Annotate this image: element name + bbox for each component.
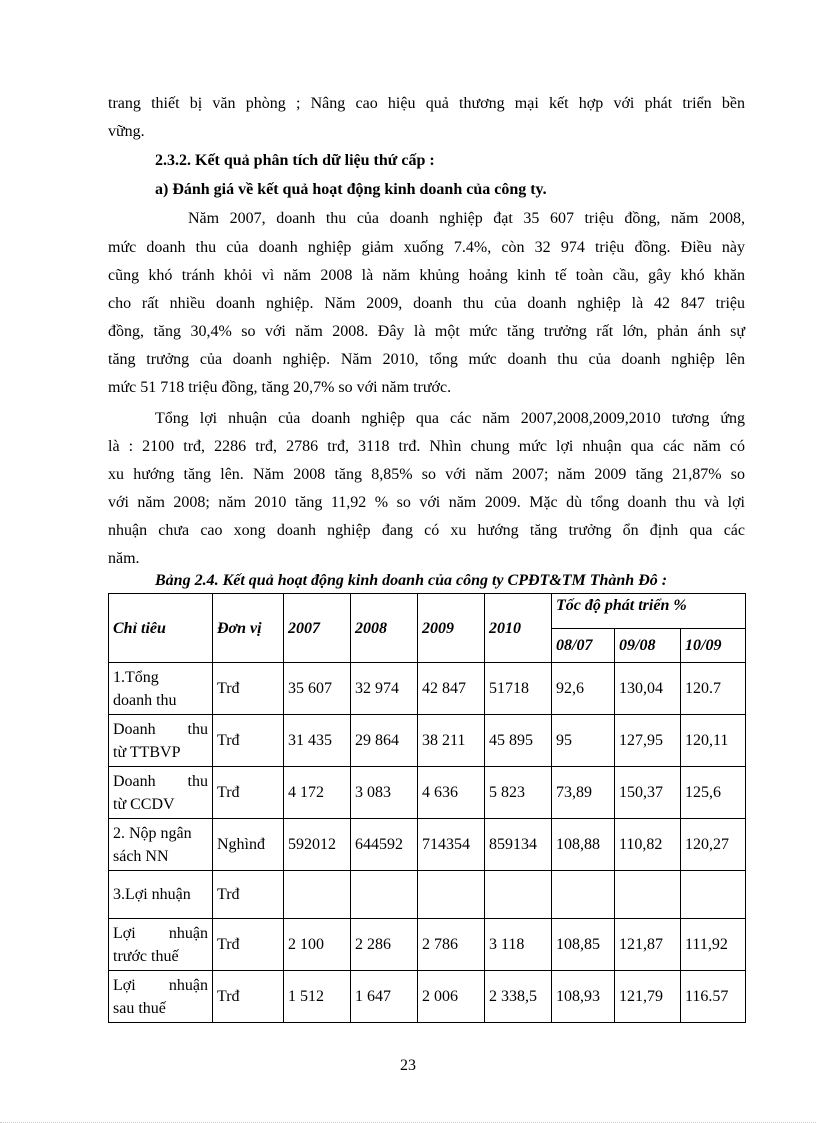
value-2007: 1 512	[284, 971, 351, 1023]
table-row	[109, 663, 746, 715]
table-row	[109, 971, 746, 1023]
growth-08-07: 73,89	[552, 767, 615, 819]
body-text-line: cũng khó tránh khỏi vì năm 2008 là năm khủng hoảng kinh tế toàn cầu, gây khó khăn	[108, 267, 745, 284]
growth-08-07: 108,88	[552, 819, 615, 871]
row-label: Doanh thu từ TTBVP	[109, 715, 213, 767]
growth-09-08: 121,87	[615, 919, 681, 971]
header-chi-tieu: Chỉ tiêu	[109, 594, 213, 663]
header-2010: 2010	[485, 594, 552, 663]
header-2008: 2008	[351, 594, 418, 663]
body-text-line: mức 51 718 triệu đồng, tăng 20,7% so với năm trước.	[108, 379, 452, 396]
value-2008: 644592	[351, 819, 418, 871]
growth-09-08: 110,82	[615, 819, 681, 871]
value-2009	[418, 871, 485, 919]
body-text-line: cho rất nhiều doanh nghiệp. Năm 2009, doanh thu của doanh nghiệp là 42 847 triệu	[108, 295, 745, 312]
growth-10-09	[681, 871, 746, 919]
page-number: 23	[400, 1057, 416, 1074]
growth-08-07: 108,93	[552, 971, 615, 1023]
header-growth: Tốc độ phát triển %	[552, 594, 746, 629]
value-2009: 2 786	[418, 919, 485, 971]
table-row	[109, 767, 746, 819]
body-text-line: đồng, tăng 30,4% so với năm 2008. Đây là một mức tăng trưởng rất lớn, phản ánh sự	[108, 323, 745, 340]
table-row	[109, 919, 746, 971]
table-caption: Bảng 2.4. Kết quả hoạt động kinh doanh của công ty CPĐT&TM Thành Đô :	[155, 572, 668, 589]
value-2010: 3 118	[485, 919, 552, 971]
unit-cell: Trđ	[213, 919, 284, 971]
row-label: 3.Lợi nhuận	[109, 871, 213, 919]
header-08-07: 08/07	[552, 629, 615, 663]
unit-cell: Trđ	[213, 871, 284, 919]
growth-10-09: 120,11	[681, 715, 746, 767]
table-row	[109, 871, 746, 919]
value-2007: 592012	[284, 819, 351, 871]
body-text-line: trang thiết bị văn phòng ; Nâng cao hiệu quả thương mại kết hợp với phát triển bền	[108, 95, 745, 112]
value-2008: 32 974	[351, 663, 418, 715]
value-2010: 859134	[485, 819, 552, 871]
growth-09-08: 150,37	[615, 767, 681, 819]
table-row	[109, 715, 746, 767]
row-label: 1.Tổng doanh thu	[109, 663, 213, 715]
unit-cell: Nghìnđ	[213, 819, 284, 871]
value-2009: 2 006	[418, 971, 485, 1023]
growth-08-07: 95	[552, 715, 615, 767]
value-2010: 5 823	[485, 767, 552, 819]
header-09-08: 09/08	[615, 629, 681, 663]
growth-08-07: 92,6	[552, 663, 615, 715]
body-text-line: năm.	[108, 550, 140, 567]
body-text-line: tăng trưởng của doanh nghiệp. Năm 2010, tổng mức doanh thu của doanh nghiệp lên	[108, 351, 745, 368]
body-text-line: nhuận chưa cao xong doanh nghiệp đang có xu hướng tăng trưởng ổn định qua các	[108, 522, 745, 539]
business-results-table	[108, 593, 746, 1023]
row-label: Lợi nhuận sau thuế	[109, 971, 213, 1023]
row-label: Doanh thu từ CCDV	[109, 767, 213, 819]
subsection-heading: a) Đánh giá về kết quả hoạt động kinh doanh của công ty.	[155, 181, 547, 198]
growth-09-08: 121,79	[615, 971, 681, 1023]
header-don-vi: Đơn vị	[213, 594, 284, 663]
value-2007: 2 100	[284, 919, 351, 971]
value-2008: 3 083	[351, 767, 418, 819]
value-2007: 35 607	[284, 663, 351, 715]
value-2007: 31 435	[284, 715, 351, 767]
header-10-09: 10/09	[681, 629, 746, 663]
growth-08-07	[552, 871, 615, 919]
value-2010: 2 338,5	[485, 971, 552, 1023]
value-2009: 42 847	[418, 663, 485, 715]
growth-09-08	[615, 871, 681, 919]
body-text-line: là : 2100 trđ, 2286 trđ, 2786 trđ, 3118 trđ. Nhìn chung mức lợi nhuận qua các năm có	[108, 438, 745, 455]
unit-cell: Trđ	[213, 971, 284, 1023]
growth-10-09: 111,92	[681, 919, 746, 971]
unit-cell: Trđ	[213, 663, 284, 715]
row-label: 2. Nộp ngân sách NN	[109, 819, 213, 871]
growth-09-08: 130,04	[615, 663, 681, 715]
value-2010	[485, 871, 552, 919]
value-2008	[351, 871, 418, 919]
value-2008: 1 647	[351, 971, 418, 1023]
growth-10-09: 120,27	[681, 819, 746, 871]
growth-09-08: 127,95	[615, 715, 681, 767]
growth-08-07: 108,85	[552, 919, 615, 971]
value-2008: 2 286	[351, 919, 418, 971]
section-heading: 2.3.2. Kết quả phân tích dữ liệu thứ cấp :	[155, 152, 435, 169]
growth-10-09: 120.7	[681, 663, 746, 715]
table-row	[109, 819, 746, 871]
header-2007: 2007	[284, 594, 351, 663]
body-text-line: mức doanh thu của doanh nghiệp giảm xuống 7.4%, còn 32 974 triệu đồng. Điều này	[108, 239, 745, 256]
value-2010: 45 895	[485, 715, 552, 767]
value-2009: 4 636	[418, 767, 485, 819]
value-2007	[284, 871, 351, 919]
unit-cell: Trđ	[213, 715, 284, 767]
value-2009: 714354	[418, 819, 485, 871]
body-text-line: Tổng lợi nhuận của doanh nghiệp qua các năm 2007,2008,2009,2010 tương ứng	[155, 410, 745, 427]
value-2009: 38 211	[418, 715, 485, 767]
row-label: Lợi nhuận trước thuế	[109, 919, 213, 971]
body-text-line: xu hướng tăng lên. Năm 2008 tăng 8,85% so với năm 2007; năm 2009 tăng 21,87% so	[108, 466, 745, 483]
growth-10-09: 125,6	[681, 767, 746, 819]
body-text-line: Năm 2007, doanh thu của doanh nghiệp đạt 35 607 triệu đồng, năm 2008,	[188, 210, 745, 227]
unit-cell: Trđ	[213, 767, 284, 819]
growth-10-09: 116.57	[681, 971, 746, 1023]
value-2007: 4 172	[284, 767, 351, 819]
body-text-line: với năm 2008; năm 2010 tăng 11,92 % so với năm 2009. Mặc dù tổng doanh thu và lợi	[108, 494, 745, 511]
header-2009: 2009	[418, 594, 485, 663]
value-2008: 29 864	[351, 715, 418, 767]
value-2010: 51718	[485, 663, 552, 715]
body-text-line: vững.	[108, 123, 145, 140]
